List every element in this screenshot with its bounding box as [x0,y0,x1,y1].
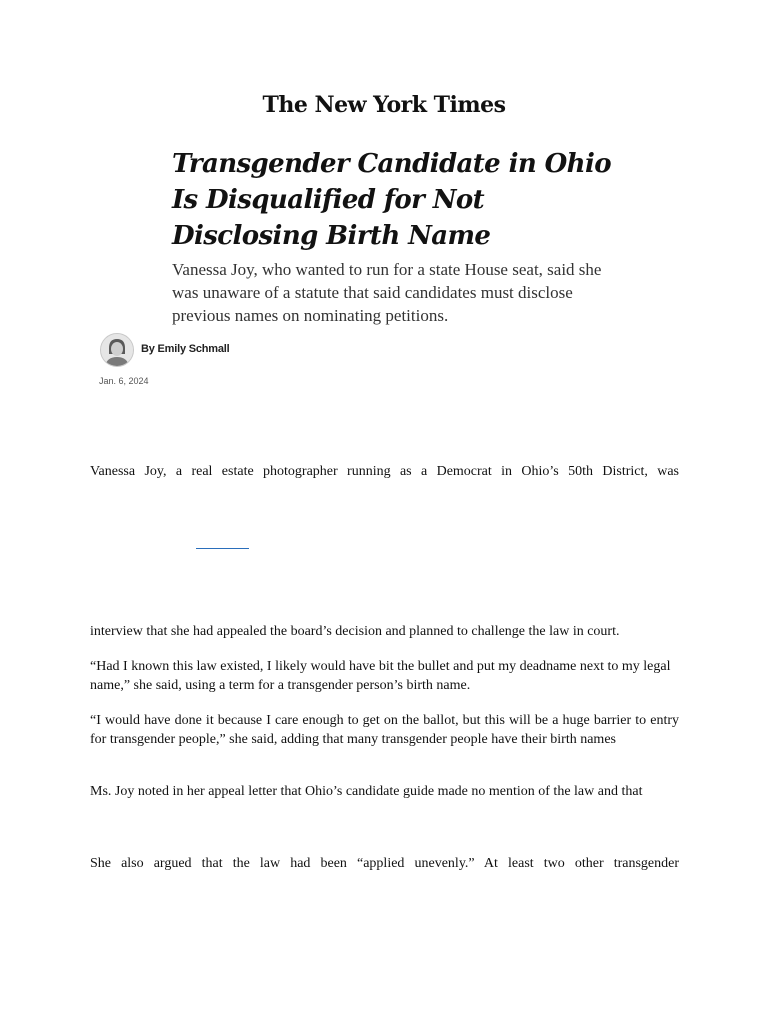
body-paragraph-6: She also argued that the law had been “applied unevenly.” At least two other transgender [90,856,679,871]
author-avatar[interactable] [100,333,134,367]
body-paragraph-3: “Had I known this law existed, I likely would have bit the bullet and put my deadname next to my legal name,” she said, using a term for a transgender person’s birth name. [90,659,671,693]
body-paragraph-5: Ms. Joy noted in her appeal letter that Ohio’s candidate guide made no mention of the law and that [90,784,643,799]
body-paragraph-1: Vanessa Joy, a real estate photographer running as a Democrat in Ohio’s 50th District, was [90,464,679,479]
inline-link-underline[interactable] [196,548,249,549]
body-paragraph-4: “I would have done it because I care enough to get on the ballot, but this will be a huge barrier to entry for transgender people,” she said, adding that many transgender people have their birth names [90,713,679,747]
author-photo-icon [101,334,133,366]
publish-date: Jan. 6, 2024 [99,376,149,386]
article-summary: Vanessa Joy, who wanted to run for a state House seat, said she was unaware of a statute that said candidates must disclose previous names on nominating petitions. [172,260,602,325]
author-byline[interactable]: By Emily Schmall [141,343,230,355]
article-headline: Transgender Candidate in Ohio Is Disqualified for Not Disclosing Birth Name [172,149,611,251]
masthead-logo[interactable]: The New York Times [262,92,506,118]
body-paragraph-2: interview that she had appealed the board’s decision and planned to challenge the law in court. [90,624,620,639]
